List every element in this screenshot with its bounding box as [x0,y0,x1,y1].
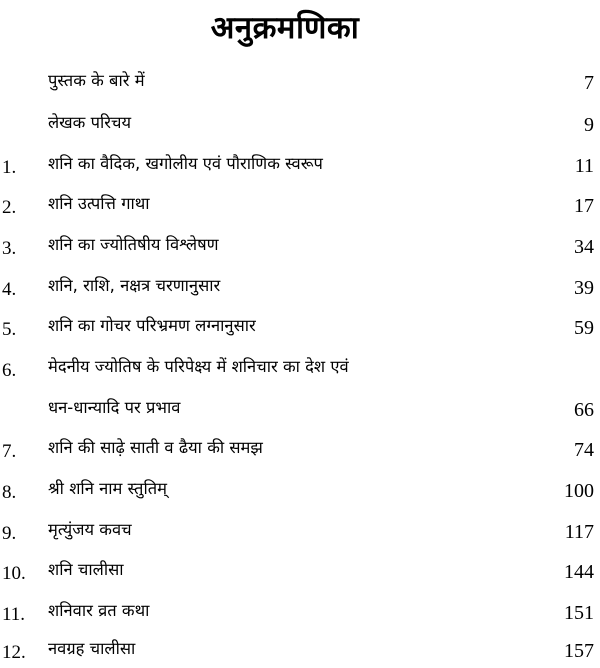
entry-page-number: 66 [574,399,594,421]
toc-entry [0,230,600,260]
entry-number: 12. [2,642,26,663]
toc-entry [0,189,600,219]
entry-page-number: 11 [574,155,594,177]
entry-title: मृत्युंजय कवच [48,520,132,539]
entry-number: 7. [2,441,17,462]
entry-number: 8. [2,482,17,503]
toc-entry [0,149,600,179]
toc-entry [0,634,600,664]
entry-title: नवग्रह चालीसा [48,639,136,658]
entry-title: शनि का वैदिक, खगोलीय एवं पौराणिक स्वरूप [48,154,323,173]
entry-number: 5. [2,319,17,340]
toc-entry [0,596,600,626]
entry-title: धन-धान्यादि पर प्रभाव [48,398,181,417]
entry-page-number: 7 [584,72,594,94]
entry-number: 6. [2,360,17,381]
entry-number: 10. [2,563,26,584]
toc-entry [0,271,600,301]
toc-entry [0,555,600,585]
page-title: अनुक्रमणिका [210,10,360,46]
entry-number: 4. [2,279,17,300]
entry-page-number: 9 [584,114,594,136]
entry-page-number: 144 [564,561,594,583]
toc-entry [0,433,600,463]
entry-number: 2. [2,197,17,218]
entry-number: 9. [2,523,17,544]
entry-page-number: 117 [564,521,594,543]
entry-page-number: 157 [564,640,594,662]
entry-title: श्री शनि नाम स्तुतिम् [48,479,168,498]
entry-title: शनि का गोचर परिभ्रमण लग्नानुसार [48,316,256,335]
entry-page-number: 39 [574,277,594,299]
toc-entry [0,515,600,545]
toc-entry [0,474,600,504]
entry-title: शनि उत्पत्ति गाथा [48,194,150,213]
entry-page-number: 17 [574,195,594,217]
entry-number: 3. [2,238,17,259]
toc-entry [0,311,600,341]
entry-title: शनि की साढ़े साती व ढैया की समझ [48,438,263,457]
entry-title: शनि का ज्योतिषीय विश्लेषण [48,235,219,254]
entry-page-number: 74 [574,439,594,461]
toc-entry [0,108,600,138]
entry-title: मेदनीय ज्योतिष के परिपेक्ष्य में शनिचार का देश एवं [48,357,349,376]
entry-title: शनि, राशि, नक्षत्र चरणानुसार [48,276,221,295]
entry-number: 11. [2,604,26,625]
entry-title: पुस्तक के बारे में [48,71,145,90]
entry-page-number: 151 [564,602,594,624]
entry-number: 1. [2,157,17,178]
entry-title: शनि चालीसा [48,560,124,579]
entry-page-number: 59 [574,317,594,339]
entry-title: शनिवार व्रत कथा [48,601,150,620]
toc-entry [0,66,600,96]
toc-entry-continuation [0,393,600,423]
entry-page-number: 34 [574,236,594,258]
entry-page-number: 100 [564,480,594,502]
toc-entry [0,352,600,382]
entry-title: लेखक परिचय [48,113,132,132]
